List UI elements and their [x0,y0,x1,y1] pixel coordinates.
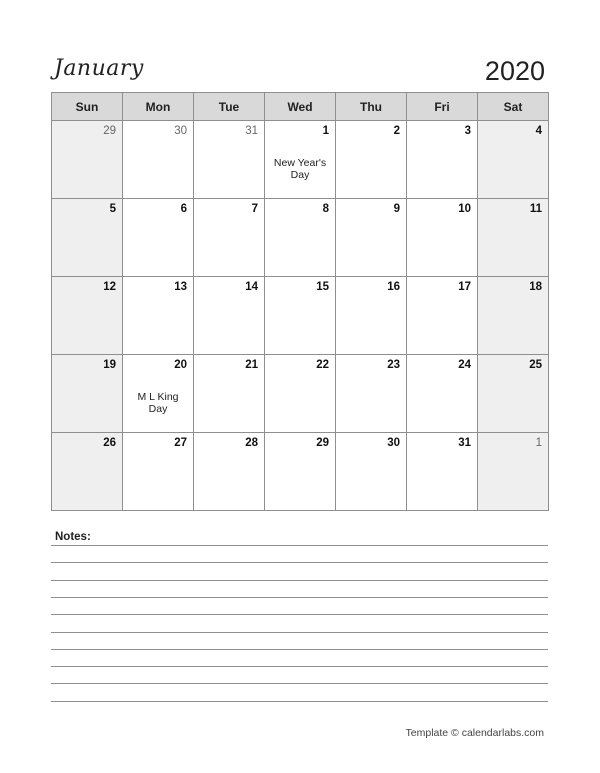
weekday-header: Mon [123,93,194,121]
day-cell [407,355,478,433]
day-number: 1 [322,125,329,137]
notes-line [51,614,548,615]
day-number: 23 [387,359,400,371]
day-number: 22 [316,359,329,371]
day-cell [478,199,549,277]
day-number: 29 [316,437,329,449]
week-row [52,121,549,199]
day-number: 31 [245,125,258,137]
day-cell [52,121,123,199]
day-cell [123,433,194,511]
weekday-header: Tue [194,93,265,121]
day-cell [407,199,478,277]
calendar-grid [51,92,549,511]
week-row [52,355,549,433]
day-cell [265,277,336,355]
notes-line [51,562,548,563]
day-cell [407,277,478,355]
holiday-label: New Year's Day [273,157,327,181]
day-cell [52,199,123,277]
day-number: 12 [103,281,116,293]
holiday-label: M L King Day [137,391,179,415]
weekday-header: Wed [265,93,336,121]
day-cell [336,433,407,511]
day-cell [123,121,194,199]
day-number: 1 [535,437,542,449]
day-number: 28 [245,437,258,449]
week-row [52,433,549,511]
day-cell [194,121,265,199]
day-number: 15 [316,281,329,293]
day-number: 10 [458,203,471,215]
day-cell [265,355,336,433]
day-cell [336,355,407,433]
day-cell [478,121,549,199]
day-number: 20 [174,359,187,371]
day-number: 21 [245,359,258,371]
day-number: 14 [245,281,258,293]
day-cell [336,121,407,199]
year-title: 2020 [484,56,545,86]
day-cell [52,277,123,355]
day-cell [265,199,336,277]
day-cell [194,433,265,511]
day-cell [194,277,265,355]
day-cell [52,433,123,511]
day-number: 3 [464,125,471,137]
week-row [52,199,549,277]
day-number: 25 [529,359,542,371]
month-title: January [54,56,144,81]
day-number: 9 [393,203,400,215]
notes-label: Notes: [55,531,91,543]
day-number: 6 [180,203,187,215]
day-cell [265,121,336,199]
day-number: 5 [109,203,116,215]
weekday-header: Sat [478,93,549,121]
footer-credit: Template © calendarlabs.com [405,727,544,739]
day-cell [336,199,407,277]
day-number: 8 [322,203,329,215]
day-cell [407,433,478,511]
day-number: 27 [174,437,187,449]
day-number: 31 [458,437,471,449]
day-number: 7 [251,203,258,215]
day-number: 24 [458,359,471,371]
notes-line [51,683,548,684]
day-cell [478,355,549,433]
day-number: 11 [529,203,542,215]
notes-line [51,632,548,633]
day-number: 29 [103,125,116,137]
day-cell [123,355,194,433]
notes-line [51,649,548,650]
day-number: 17 [458,281,471,293]
day-cell [52,355,123,433]
day-number: 2 [393,125,400,137]
notes-line [51,580,548,581]
day-cell [265,433,336,511]
weekday-header: Sun [52,93,123,121]
day-number: 16 [387,281,400,293]
day-cell [336,277,407,355]
day-cell [407,121,478,199]
day-cell [123,199,194,277]
day-number: 13 [174,281,187,293]
weekday-header: Fri [407,93,478,121]
day-cell [478,433,549,511]
day-number: 4 [535,125,542,137]
day-number: 19 [103,359,116,371]
day-cell [194,199,265,277]
day-number: 18 [529,281,542,293]
notes-line [51,545,548,546]
day-cell [194,355,265,433]
day-number: 26 [103,437,116,449]
week-row [52,277,549,355]
notes-line [51,666,548,667]
day-cell [123,277,194,355]
notes-line [51,597,548,598]
notes-line [51,701,548,702]
day-number: 30 [387,437,400,449]
weekday-header-row [52,93,549,121]
day-cell [478,277,549,355]
day-number: 30 [174,125,187,137]
weekday-header: Thu [336,93,407,121]
